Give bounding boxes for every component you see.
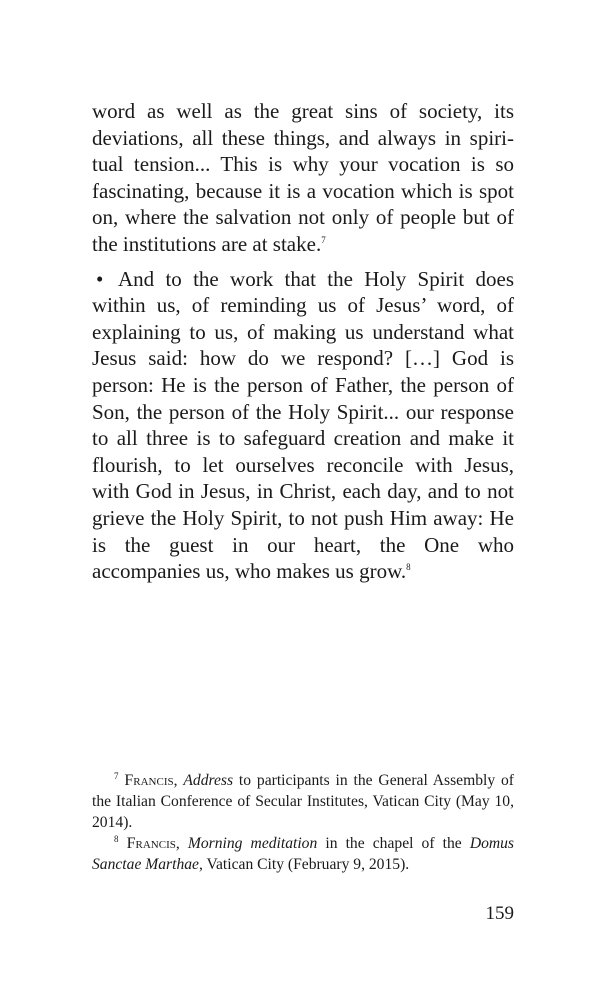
paragraph-1: [92, 98, 514, 258]
footnote-ref-8: 8: [406, 562, 411, 573]
footnote-title: Address: [183, 772, 234, 789]
page-body: [92, 98, 514, 585]
footnote-number: 7: [114, 770, 119, 781]
footnote-middle: in the chapel of the: [317, 835, 470, 852]
page-number: 159: [485, 903, 514, 924]
bullet-icon: •: [96, 266, 104, 291]
paragraph-2-text: And to the work that the Holy Spirit does within us, of reminding us of Jesus’ word, of explaining to us, of making us understand what Jesus said: how do we respond? […] God is person: He is the person of Father, the person of Son, the person of the Holy Spirit... our response to all three is to safeguard creation and make it flourish, to let ourselves reconcile with Jesus, with God in Jesus, in Christ, each day, and to not grieve the Holy Spirit, to not push Him away: He is the guest in our heart, the One who accompanies us, who makes us grow.: [92, 266, 514, 584]
footnote-rest: to participants in the General Assembly of the Italian Conference of Secular Institutes, Vatican City (May 10, 2014).: [92, 772, 515, 831]
paragraph-1-text: word as well as the great sins of society, its deviations, all these things, and always in spiritual tension... This is why your vocation is so fascinating, because it is a vocation which is spot on, where the salvation not only of people but of the institutions are at stake.: [92, 99, 514, 256]
footnote-7: $^7$ Francis, Address to participants in the General Assembly of the Italian Conference of Secular Institutes, Vatican City (May 10, 2014).: [92, 770, 515, 831]
footnote-ref-7: 7: [321, 234, 326, 245]
footnote-number: 8: [114, 833, 119, 844]
footnote-author: Francis: [124, 772, 174, 789]
footnote-rest: , Vatican City (February 9, 2015).: [198, 856, 410, 873]
footnote-author: Francis: [126, 835, 176, 852]
footnotes: [92, 770, 514, 875]
footnote-title-2: Domus Sanctae Marthae: [92, 835, 514, 873]
footnote-title: Morning meditation: [187, 835, 318, 852]
paragraph-2: [92, 266, 514, 585]
footnote-8: $^8$ Francis, Morning meditation in the chapel of the Domus Sanctae Marthae, Vatican City (February 9, 2015).: [92, 833, 514, 873]
